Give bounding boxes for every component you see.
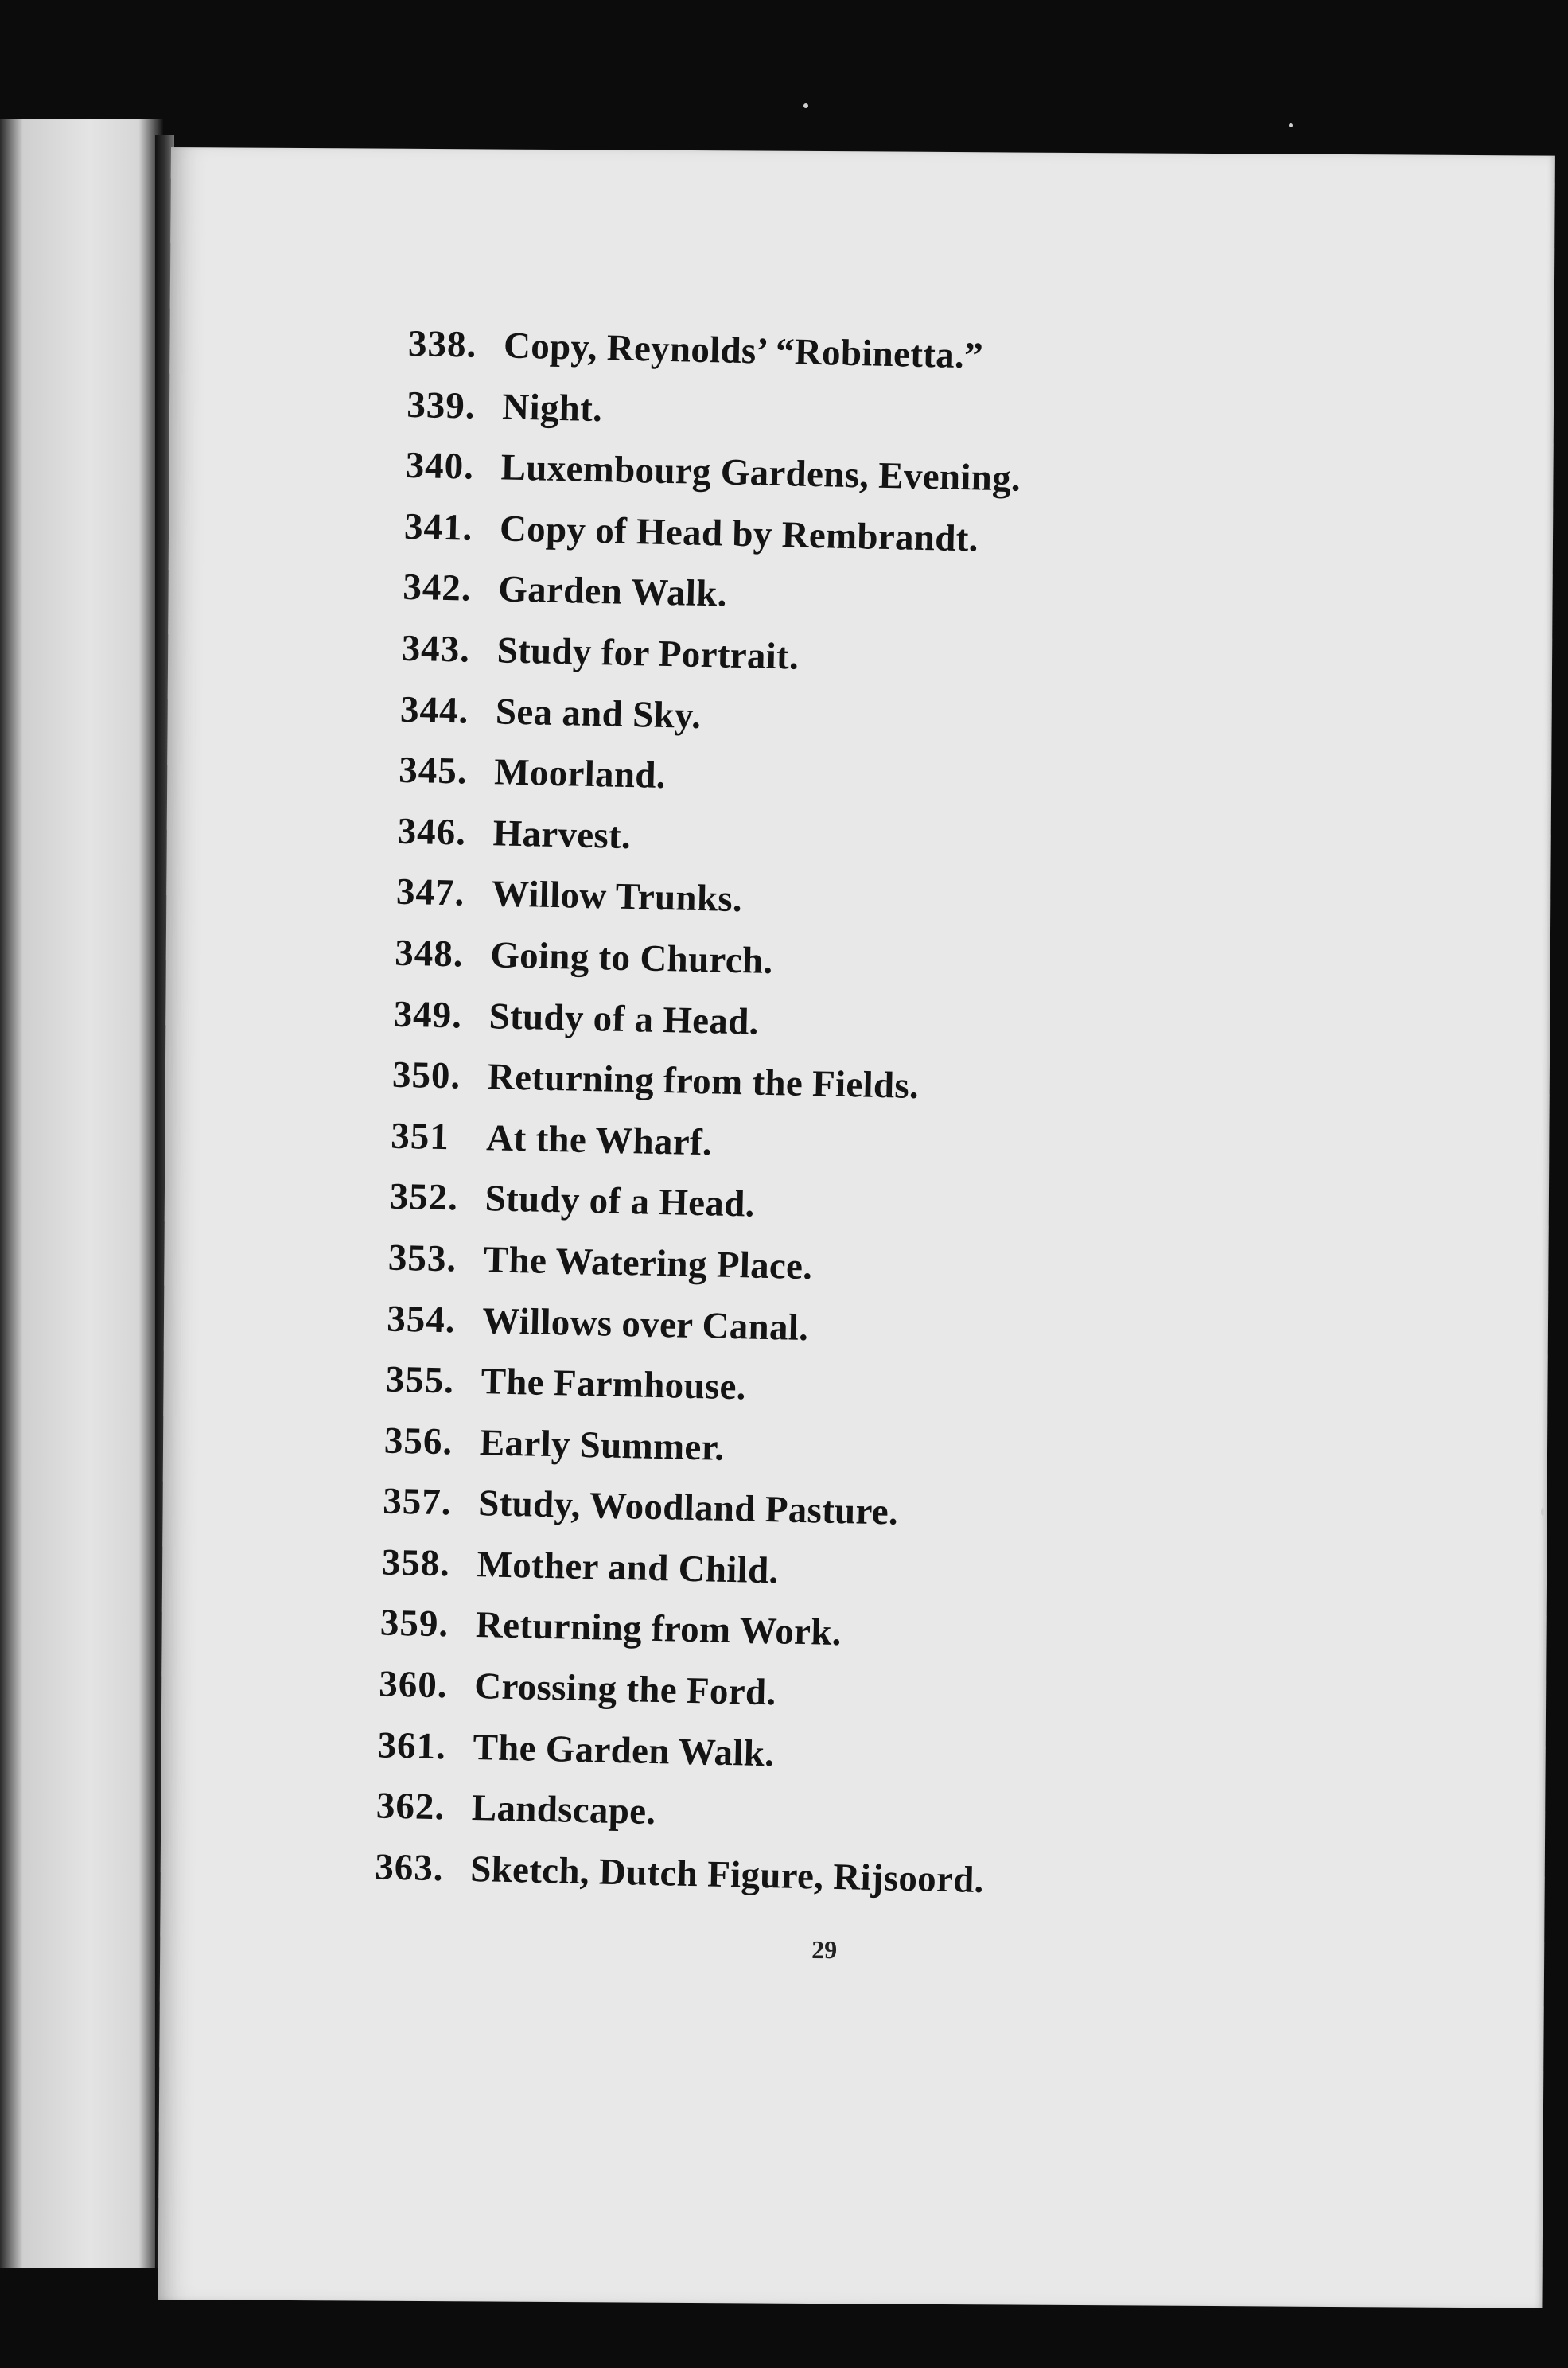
entry-title: Sketch, Dutch Figure, Rijsoord.: [469, 1848, 985, 1901]
entry-number: 355.: [385, 1358, 455, 1402]
entry-title: Luxembourg Gardens, Evening.: [500, 446, 1021, 500]
entry-title: Landscape.: [471, 1787, 656, 1833]
entry-title: Moorland.: [493, 751, 667, 797]
entry-title: Early Summer.: [479, 1421, 726, 1469]
page-number: 29: [811, 1934, 838, 1965]
entry-number: 350.: [391, 1054, 461, 1097]
entry-title: Willows over Canal.: [481, 1299, 809, 1349]
entry-title: The Watering Place.: [483, 1239, 813, 1288]
entry-title: At the Wharf.: [485, 1116, 713, 1164]
entry-number: 341.: [403, 505, 473, 549]
dust-speck: [1541, 1508, 1544, 1516]
entry-number: 351: [390, 1115, 450, 1158]
entry-number: 347.: [395, 871, 465, 914]
entry-title: The Garden Walk.: [473, 1726, 775, 1774]
dust-speck: [1289, 123, 1293, 127]
entry-title: Sea and Sky.: [495, 690, 702, 737]
entry-number: 360.: [378, 1663, 449, 1707]
entry-number: 354.: [386, 1298, 457, 1341]
entry-number: 345.: [398, 749, 469, 793]
entry-number: 353.: [387, 1237, 457, 1280]
entry-number: 356.: [383, 1420, 453, 1463]
entry-number: 349.: [393, 993, 463, 1037]
book-page: [158, 147, 1554, 2308]
entry-title: Night.: [501, 386, 603, 430]
entry-number: 340.: [405, 444, 475, 488]
entry-title: Going to Church.: [489, 934, 774, 982]
entry-title: Crossing the Ford.: [473, 1665, 777, 1714]
entry-number: 352.: [389, 1175, 459, 1219]
entry-number: 348.: [394, 932, 465, 976]
entry-number: 339.: [406, 384, 477, 427]
catalog-list: [374, 322, 1442, 1929]
entry-title: The Farmhouse.: [481, 1361, 747, 1408]
entry-title: Study for Portrait.: [496, 629, 800, 678]
entry-title: Returning from Work.: [475, 1604, 842, 1654]
entry-title: Study, Woodland Pasture.: [477, 1482, 899, 1533]
entry-number: 358.: [381, 1541, 451, 1585]
dust-speck: [803, 103, 808, 108]
entry-title: Copy, Reynolds’ “Robinetta.”: [503, 325, 984, 377]
entry-number: 362.: [375, 1785, 445, 1829]
entry-number: 361.: [377, 1724, 447, 1767]
entry-title: Willow Trunks.: [491, 873, 743, 921]
entry-number: 346.: [397, 810, 467, 854]
entry-title: Harvest.: [492, 812, 632, 857]
entry-title: Study of a Head.: [488, 995, 760, 1043]
entry-title: Mother and Child.: [477, 1543, 780, 1592]
entry-number: 343.: [401, 627, 471, 671]
entry-number: 344.: [399, 688, 469, 732]
entry-title: Garden Walk.: [497, 568, 728, 616]
facing-page-edge: [0, 119, 163, 2268]
entry-number: 357.: [382, 1480, 453, 1524]
entry-title: Copy of Head by Rembrandt.: [499, 508, 979, 560]
entry-number: 359.: [379, 1602, 449, 1646]
entry-number: 363.: [374, 1846, 445, 1890]
entry-title: Study of a Head.: [484, 1178, 756, 1225]
entry-title: Returning from the Fields.: [487, 1056, 920, 1108]
entry-number: 338.: [407, 322, 477, 366]
entry-number: 342.: [402, 567, 473, 610]
